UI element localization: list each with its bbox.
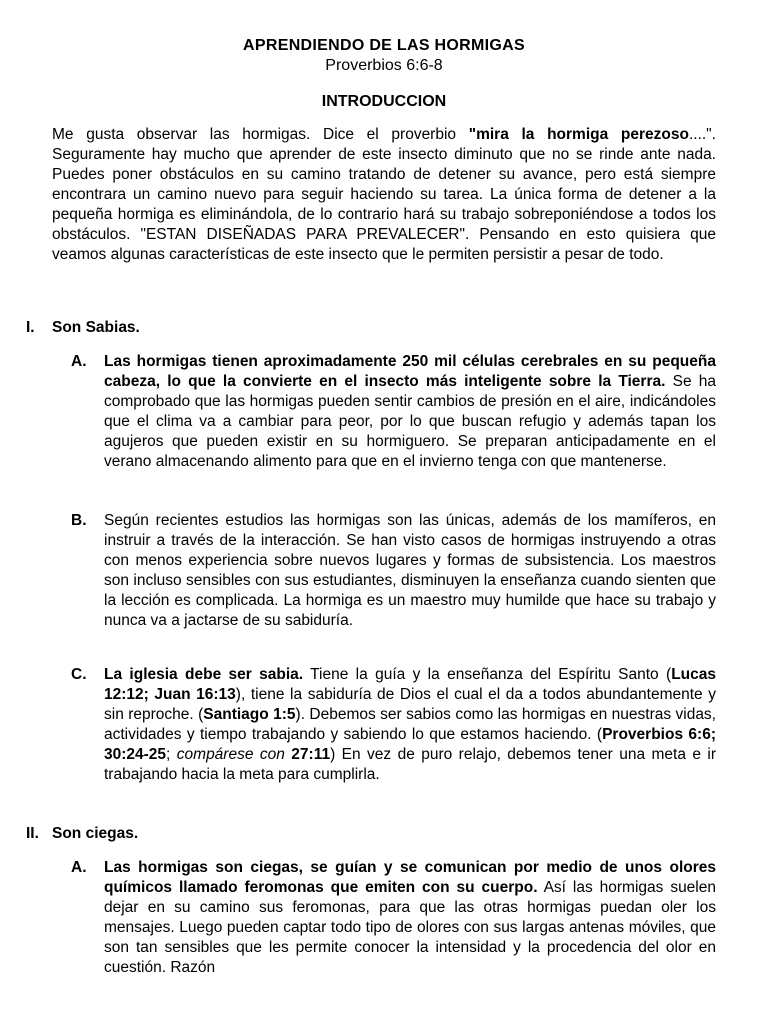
section-1-item-c-ref-santiago: Santiago 1:5 xyxy=(203,706,296,723)
section-1-item-c-italic: compárese con xyxy=(176,746,285,763)
section-1-item-a-body xyxy=(104,352,716,472)
section-2-item-a-bold: Las hormigas son ciegas, se guían y se comunican por medio de unos olores químicos llamado feromonas que emiten con su cuerpo. xyxy=(104,859,716,896)
section-1-item-c-text-3: ). Debemos ser sabios como las hormigas en nuestras vidas, actividades y tiempo trabajando y sabiendo lo que estamos haciendo. ( xyxy=(104,706,716,743)
section-1-item-a-letter: A. xyxy=(71,353,87,370)
intro-text-1: Me gusta observar las hormigas. Dice el proverbio xyxy=(52,126,469,143)
document-subtitle: Proverbios 6:6-8 xyxy=(325,57,443,74)
section-1-item-c-letter: C. xyxy=(71,666,87,683)
section-1-item-c-body xyxy=(104,665,716,785)
section-1-item-b-body xyxy=(104,511,716,631)
section-1-item-b-text: Según recientes estudios las hormigas son las únicas, además de los mamíferos, en instruir a través de la interacción. Se han visto casos de hormigas instruyendo a otras con menos experiencia sobre nuevos lugares y formas de subsistencia. Los maestros son incluso sensibles con sus estudiantes, disminuyen la enseñanza cuando sienten que la lección es complicada. La hormiga es un maestro muy humilde que hace su trabajo y nunca va a jactarse de su sabiduría. xyxy=(104,512,716,629)
section-1-item-a-bold: Las hormigas tienen aproximadamente 250 mil células cerebrales en su pequeña cabeza, lo que la convierte en el insecto más inteligente sobre la Tierra. xyxy=(104,353,716,390)
intro-paragraph xyxy=(52,125,716,265)
section-1-item-c-text-1: Tiene la guía y la enseñanza del Espíritu Santo ( xyxy=(303,666,672,683)
section-1-item-c-ref-lucas-juan: Lucas 12:12; Juan 16:13 xyxy=(104,666,716,703)
section-2-item-a-letter: A. xyxy=(71,859,87,876)
section-1-item-c-text-2: ), tiene la sabiduría de Dios el cual el da a todos abundantemente y sin reproche. ( xyxy=(104,686,716,723)
document-title: APRENDIENDO DE LAS HORMIGAS xyxy=(243,37,525,54)
intro-text-2: ....". Seguramente hay mucho que aprender de este insecto diminuto que no se rinde ante nada. Puedes poner obstáculos en su camino tratando de detener su avance, pero está siempre encontrara un camino nuevo para seguir haciendo su tarea. La única forma de detener a la pequeña hormiga es eliminándola, de lo contrario hará su trabajo sobreponiéndose a todos los obstáculos. "ESTAN DISEÑADAS PARA PREVALECER". Pensando en esto quisiera que veamos algunas características de este insecto que le permiten persistir a pesar de todo. xyxy=(52,126,716,263)
section-1-item-c-bold-1: La iglesia debe ser sabia. xyxy=(104,666,304,683)
section-2-item-a-text: Así las hormigas suelen dejar en su camino sus feromonas, para que las otras hormigas puedan oler los mensajes. Luego pueden captar todo tipo de olores con sus largas antenas móviles, que son tan sensibles que les permite conocer la intensidad y la procedencia del olor en cuestión. Razón xyxy=(104,879,716,976)
intro-quote-bold: "mira la hormiga perezoso xyxy=(468,126,689,143)
section-1-title: Son Sabias. xyxy=(52,319,140,336)
section-1-item-a-text: Se ha comprobado que las hormigas pueden sentir cambios de presión en el aire, indicándoles que el clima va a cambiar para peor, por lo que buscan refugio y además tapan los agujeros que pueden existir en su hormiguero. Se preparan anticipadamente en el verano almacenando alimento para que en el invierno tenga con que mantenerse. xyxy=(104,373,717,470)
section-1-item-c-text-4: ; xyxy=(166,746,177,763)
section-1-item-c-ref-27-11: 27:11 xyxy=(291,746,331,763)
section-1-item-c-ref-proverbios: Proverbios 6:6; 30:24-25 xyxy=(104,726,716,763)
section-2-item-a-body xyxy=(104,858,716,978)
section-2-number: II. xyxy=(26,825,39,842)
section-2-title: Son ciegas. xyxy=(52,825,139,842)
intro-heading: INTRODUCCION xyxy=(321,93,447,110)
section-1-item-c-text-6: ) En vez de puro relajo, debemos tener una meta e ir trabajando hacia la meta para cumplirla. xyxy=(104,746,717,783)
section-1-number: I. xyxy=(26,319,35,336)
section-1-item-b-letter: B. xyxy=(71,512,87,529)
